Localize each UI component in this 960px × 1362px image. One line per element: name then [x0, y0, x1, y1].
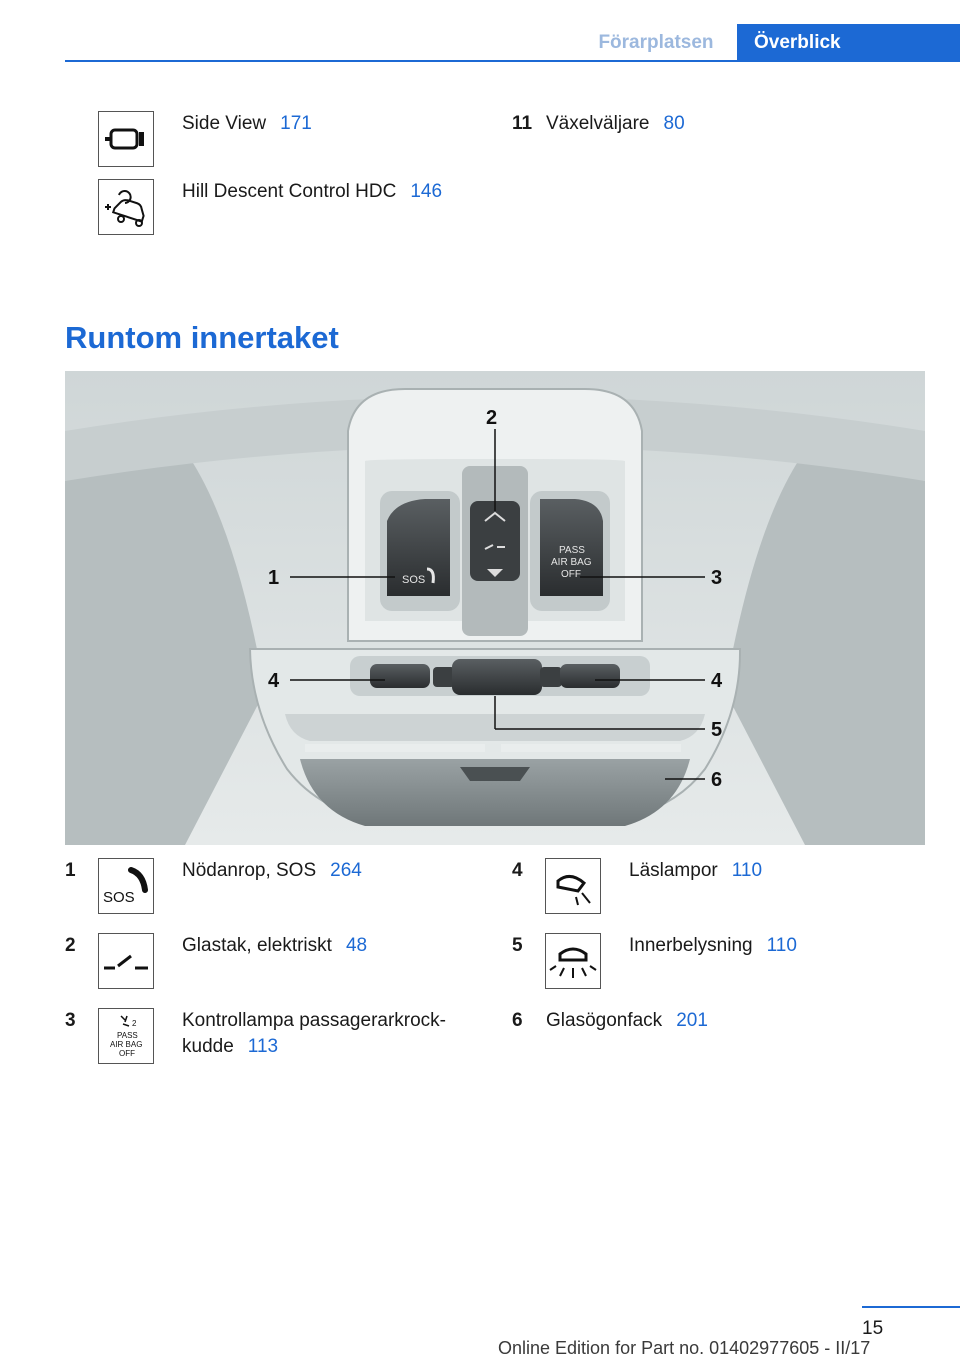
- tab-overblick[interactable]: Överblick: [737, 24, 960, 62]
- legend-number-4: 4: [512, 860, 523, 881]
- airbag-text-1: PASS: [559, 545, 585, 556]
- airbag-text-2: AIR BAG: [551, 557, 592, 568]
- airbag-label-line2: kudde: [182, 1036, 234, 1057]
- page-number: 15: [862, 1318, 884, 1339]
- callout-3: 3: [711, 567, 723, 589]
- overhead-console-figure: [65, 371, 925, 845]
- sos-page-ref[interactable]: 264: [330, 860, 362, 881]
- sos-label: Nödanrop, SOS: [182, 860, 317, 881]
- sunroof-label: Glastak, elektriskt: [182, 935, 332, 956]
- legend-number-6: 6: [512, 1010, 523, 1031]
- legend-number-3: 3: [65, 1010, 76, 1031]
- sunroof-entry: [182, 933, 367, 959]
- interior-light-page-ref[interactable]: 110: [766, 935, 797, 956]
- callout-1: 1: [268, 567, 280, 589]
- callout-4-left: 4: [268, 670, 280, 692]
- header-rule: [65, 60, 960, 62]
- interior-light-icon: [545, 933, 601, 989]
- sos-button-text: SOS: [402, 574, 426, 586]
- airbag-icon-text-3: OFF: [119, 1049, 135, 1058]
- passenger-airbag-off-icon: [98, 1008, 154, 1064]
- sos-icon: [98, 858, 154, 914]
- side-view-camera-icon: [98, 111, 154, 167]
- section-title: Runtom innertaket: [65, 320, 339, 355]
- callout-2: 2: [486, 407, 498, 429]
- hill-descent-entry: [182, 179, 442, 205]
- callout-6: 6: [711, 769, 723, 791]
- gear-selector-label: Växelväljare: [546, 113, 650, 134]
- airbag-icon-text-1: PASS: [117, 1031, 138, 1040]
- airbag-text-3: OFF: [561, 569, 581, 580]
- interior-light-entry: [629, 933, 797, 959]
- gear-selector-page-ref[interactable]: 80: [663, 113, 685, 134]
- svg-text:2: 2: [132, 1019, 137, 1028]
- interior-light-label: Innerbelysning: [629, 935, 753, 956]
- svg-text:SOS: SOS: [103, 889, 135, 906]
- callout-4-right: 4: [711, 670, 723, 692]
- hill-descent-page-ref[interactable]: 146: [410, 181, 443, 202]
- legend-number-2: 2: [65, 935, 76, 956]
- glasses-label: Glasögonfack: [546, 1010, 663, 1031]
- reading-light-icon: [545, 858, 601, 914]
- reading-light-page-ref[interactable]: 110: [731, 860, 763, 881]
- reading-light-entry: [629, 858, 762, 884]
- hill-descent-icon: [98, 179, 154, 235]
- page-number-rule: [862, 1306, 960, 1308]
- item-number-11: 11: [512, 113, 533, 134]
- airbag-icon-text-2: AIR BAG: [110, 1040, 143, 1049]
- tab-forarplatsen[interactable]: Förarplatsen: [598, 32, 714, 53]
- footer-edition: Online Edition for Part no. 01402977605 - II/17: [498, 1338, 871, 1358]
- glasses-entry: [546, 1008, 708, 1034]
- glasses-page-ref[interactable]: 201: [676, 1010, 708, 1031]
- airbag-entry: [182, 1008, 446, 1060]
- gear-selector-entry: [546, 111, 685, 137]
- airbag-page-ref[interactable]: 113: [247, 1036, 279, 1057]
- side-view-page-ref[interactable]: 171: [280, 113, 312, 134]
- sunroof-icon: [98, 933, 154, 989]
- airbag-label-line1: Kontrollampa passagerarkrock-: [182, 1010, 447, 1031]
- side-view-entry: [182, 111, 312, 137]
- sos-entry: [182, 858, 362, 884]
- legend-number-5: 5: [512, 935, 523, 956]
- reading-light-label: Läslampor: [629, 860, 718, 881]
- sunroof-page-ref[interactable]: 48: [345, 935, 368, 956]
- legend-number-1: 1: [65, 860, 76, 881]
- side-view-label: Side View: [182, 113, 267, 134]
- hill-descent-label: Hill Descent Control HDC: [182, 181, 397, 202]
- callout-5: 5: [711, 719, 723, 741]
